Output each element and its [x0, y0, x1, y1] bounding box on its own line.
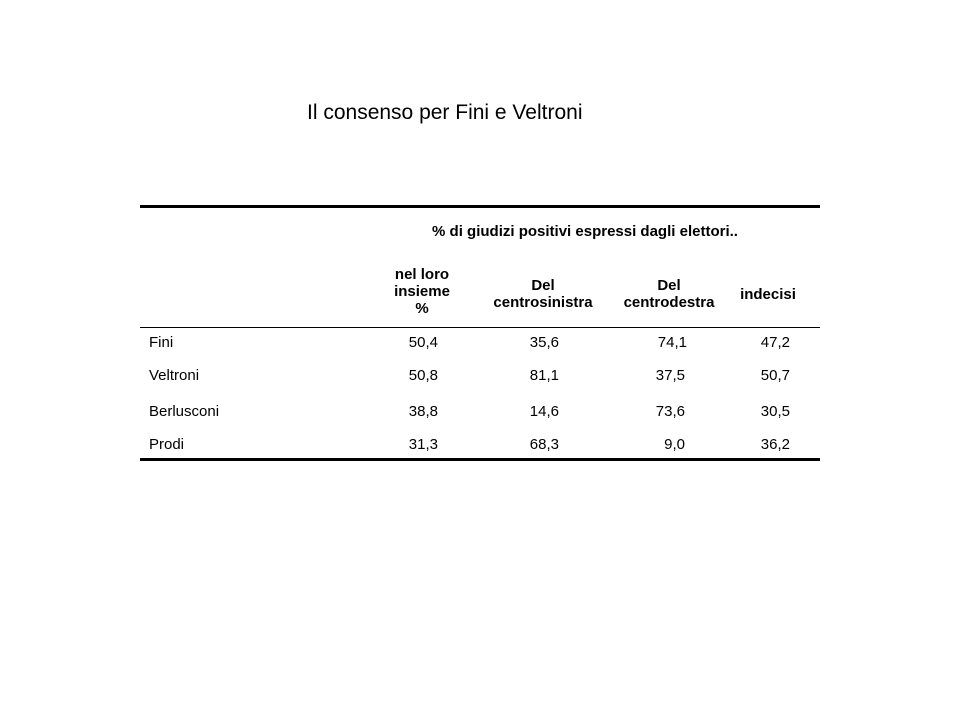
column-header-line: nel loro	[394, 266, 450, 283]
table-header-rule	[140, 327, 820, 328]
cell-value: 9,0	[664, 436, 685, 453]
table-super-header: % di giudizi positivi espressi dagli elettori..	[432, 223, 738, 240]
column-header-line: insieme	[394, 283, 450, 300]
cell-value: 50,8	[408, 367, 438, 384]
cell-value: 35,6	[529, 334, 559, 351]
cell-value: 81,1	[529, 367, 559, 384]
cell-value: 30,5	[760, 403, 790, 420]
cell-value: 68,3	[529, 436, 559, 453]
column-header-line: indecisi	[740, 286, 796, 303]
cell-value: 31,3	[408, 436, 438, 453]
column-header-line: centrosinistra	[493, 294, 593, 311]
column-header-line: Del	[531, 277, 555, 294]
column-header-centrosinistra	[483, 277, 603, 311]
cell-value: 74,1	[657, 334, 687, 351]
row-label: Prodi	[149, 436, 185, 453]
column-header-indecisi	[733, 286, 803, 303]
row-label: Fini	[149, 334, 174, 351]
cell-value: 14,6	[529, 403, 559, 420]
cell-value: 47,2	[760, 334, 790, 351]
page-title: Il consenso per Fini e Veltroni	[307, 101, 583, 124]
cell-value: 50,4	[408, 334, 438, 351]
cell-value: 50,7	[760, 367, 790, 384]
cell-value: 36,2	[760, 436, 790, 453]
column-header-line: Del	[657, 277, 681, 294]
column-header-centrodestra	[610, 277, 728, 311]
column-header-overall	[382, 266, 462, 317]
cell-value: 38,8	[408, 403, 438, 420]
column-header-line: centrodestra	[623, 294, 715, 311]
row-label: Veltroni	[149, 367, 200, 384]
cell-value: 73,6	[655, 403, 685, 420]
cell-value: 37,5	[655, 367, 685, 384]
column-header-line: %	[415, 300, 429, 317]
row-label: Berlusconi	[149, 403, 220, 420]
table-bottom-rule	[140, 458, 820, 461]
table-top-rule	[140, 205, 820, 208]
